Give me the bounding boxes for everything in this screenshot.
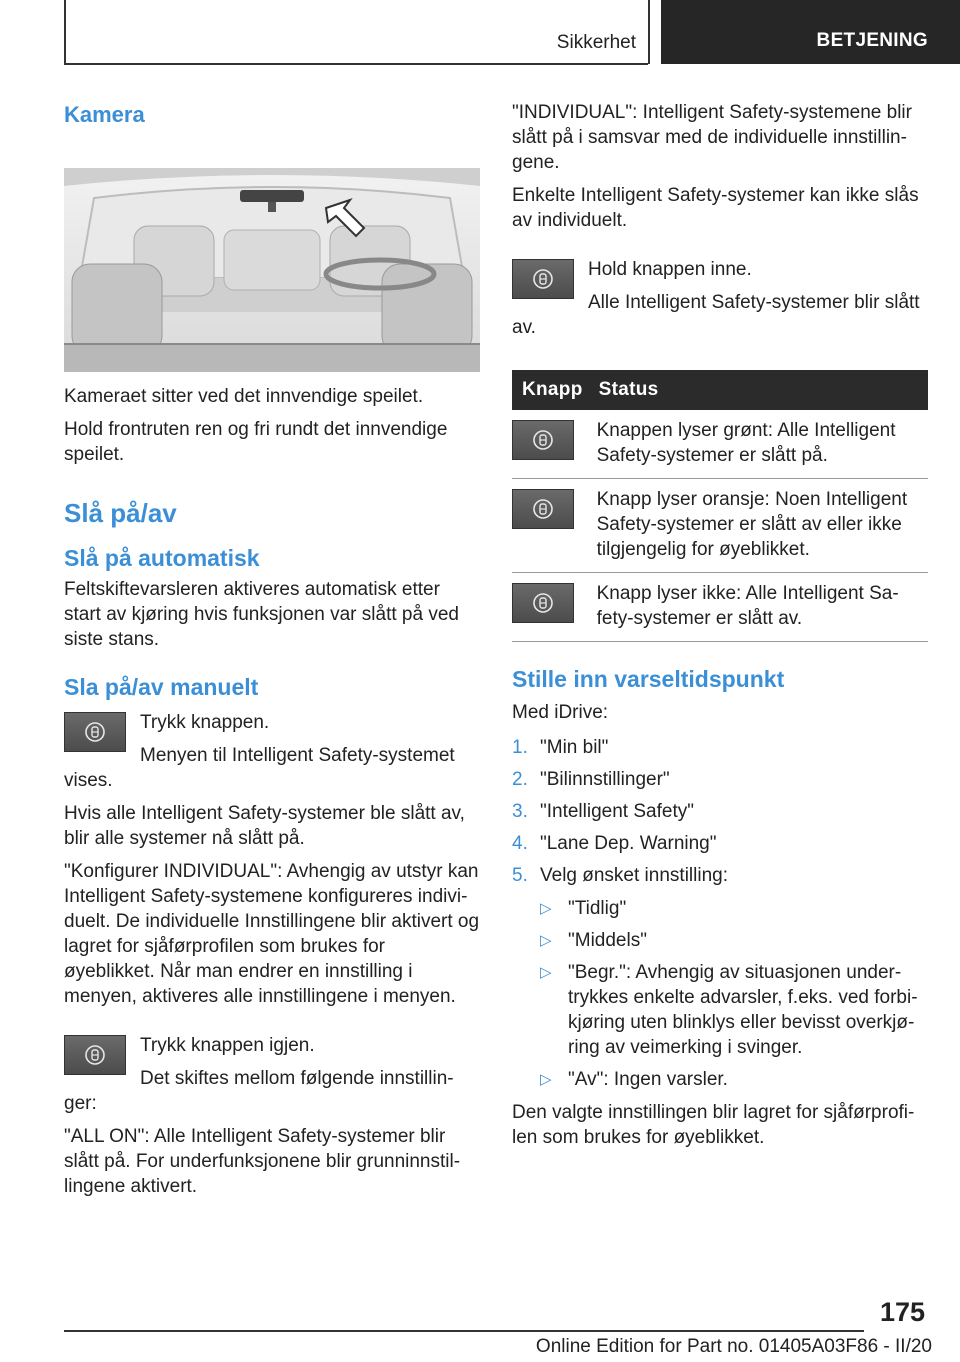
- camera-text-1: Kameraet sitter ved det innvendige speilet.: [64, 386, 424, 407]
- press-again-instruction: [64, 1033, 480, 1124]
- header-separator: [648, 0, 650, 64]
- step-text: "Intelligent Safety": [540, 801, 694, 822]
- step-text: "Bilinnstillinger": [540, 769, 670, 790]
- manual-heading: Sla på/av manuelt: [64, 674, 259, 700]
- step-number: 4.: [512, 833, 528, 854]
- header-rule-left: [64, 0, 66, 64]
- all-on-text: "ALL ON": Alle Intelligent Safety-systemer blir slått på. For underfunksjonene blir grunninnstillingene aktivert.: [64, 1126, 461, 1197]
- list-item: [540, 960, 928, 1060]
- all-off-to-on-text: Hvis alle Intelligent Safety-systemer ble slått av, blir alle systemer nå slått på.: [64, 803, 465, 849]
- safety-button-icon: [64, 1035, 126, 1075]
- table-header-row: [512, 370, 928, 410]
- table-header-status: Status: [589, 370, 928, 410]
- configure-individual-text: "Konfigurer INDIVIDUAL": Avhengig av utstyr kan Intelligent Safety-systemene konfigureres individuelt. De individuelle Innstillingene blir aktivert og lagret for sjåførprofilen som brukes for øyeblikket. Når man endrer en innstilling i menyen, aktiveres alle innstillingene i menyen.: [64, 861, 480, 1007]
- table-header-button: Knapp: [512, 370, 589, 410]
- triangle-bullet-icon: ▷: [540, 900, 552, 917]
- all-off-text: Alle Intelligent Safety-systemer blir slått av.: [512, 292, 920, 338]
- safety-button-icon: [512, 259, 574, 299]
- status-orange-text: Knapp lyser oransje: Noen Intelligent Safety-systemer er slått av eller ikke tilgjengelig for øyeblikket.: [589, 479, 928, 573]
- triangle-bullet-icon: ▷: [540, 932, 552, 949]
- status-off-text: Knapp lyser ikke: Alle Intelligent Safety-systemer er slått av.: [589, 573, 928, 642]
- triangle-bullet-icon: ▷: [540, 964, 552, 981]
- stored-text: Den valgte innstillingen blir lagret for sjåførprofilen som brukes for øyeblikket.: [512, 1102, 915, 1148]
- list-item: [512, 831, 928, 856]
- option-text: "Begr.": Avhengig av situasjonen undertrykkes enkelte advarsler, f.eks. ved forbikjøring uten blinklys eller bevisst overkjøring av veimerking i svinger.: [568, 962, 918, 1058]
- idrive-steps: [512, 735, 928, 1092]
- list-item: [512, 767, 928, 792]
- header-rule-bottom: [64, 63, 648, 65]
- table-row: [512, 410, 928, 479]
- step-text: "Min bil": [540, 737, 609, 758]
- header-chapter-tab: [661, 0, 960, 64]
- switches-between-text: Det skiftes mellom følgende innstillinger:: [64, 1068, 454, 1114]
- step-number: 3.: [512, 801, 528, 822]
- camera-heading: Kamera: [64, 102, 145, 127]
- right-column: [512, 100, 928, 1158]
- safety-button-icon: [512, 420, 574, 460]
- press-again-text: Trykk knappen igjen.: [140, 1035, 315, 1056]
- step-text: "Lane Dep. Warning": [540, 833, 717, 854]
- option-text: "Middels": [568, 930, 647, 951]
- auto-text: Feltskiftevarsleren aktiveres automatisk etter start av kjøring hvis funksjonen var slått på ved siste stans.: [64, 579, 459, 650]
- list-item: [512, 735, 928, 760]
- header-section-title: Sikkerhet: [556, 32, 636, 53]
- step-number: 5.: [512, 865, 528, 886]
- step-number: 1.: [512, 737, 528, 758]
- press-button-text: Trykk knappen.: [140, 712, 270, 733]
- with-idrive-text: Med iDrive:: [512, 702, 609, 723]
- onoff-heading: Slå på/av: [64, 498, 177, 528]
- option-text: "Tidlig": [568, 898, 627, 919]
- hold-button-text: Hold knappen inne.: [588, 259, 752, 280]
- page-number: 175: [880, 1297, 926, 1327]
- car-interior-camera-image: [64, 168, 480, 372]
- auto-heading: Slå på automatisk: [64, 545, 260, 571]
- footer-rule: [64, 1330, 864, 1332]
- set-time-heading: Stille inn varseltidspunkt: [512, 666, 785, 692]
- option-text: "Av": Ingen varsler.: [568, 1069, 728, 1090]
- safety-button-icon: [512, 583, 574, 623]
- list-item: [540, 896, 928, 921]
- setting-options: [540, 896, 928, 1092]
- some-cannot-text: Enkelte Intelligent Safety-systemer kan ikke slås av individuelt.: [512, 185, 919, 231]
- camera-text-2: Hold frontruten ren og fri rundt det innvendige speilet.: [64, 419, 448, 465]
- step-number: 2.: [512, 769, 528, 790]
- header-chapter-label: BETJENING: [816, 30, 928, 51]
- list-item: [540, 928, 928, 953]
- left-column: [64, 100, 480, 1207]
- list-item: [540, 1067, 928, 1092]
- safety-button-icon: [64, 712, 126, 752]
- table-row: [512, 479, 928, 573]
- list-item: [512, 863, 928, 1092]
- individual-text: "INDIVIDUAL": Intelligent Safety-systemene blir slått på i samsvar med de individuelle innstillingene.: [512, 102, 912, 173]
- safety-button-icon: [512, 489, 574, 529]
- footer-edition: Online Edition for Part no. 01405A03F86 - II/20: [535, 1336, 932, 1357]
- table-row: [512, 573, 928, 642]
- button-status-table: [512, 370, 928, 642]
- hold-button-instruction: [512, 257, 928, 348]
- press-button-instruction: [64, 710, 480, 801]
- step-text: Velg ønsket innstilling:: [540, 865, 728, 886]
- menu-shown-text: Menyen til Intelligent Safety-systemet vises.: [64, 745, 455, 791]
- list-item: [512, 799, 928, 824]
- triangle-bullet-icon: ▷: [540, 1071, 552, 1088]
- status-green-text: Knappen lyser grønt: Alle Intelligent Safety-systemer er slått på.: [589, 410, 928, 479]
